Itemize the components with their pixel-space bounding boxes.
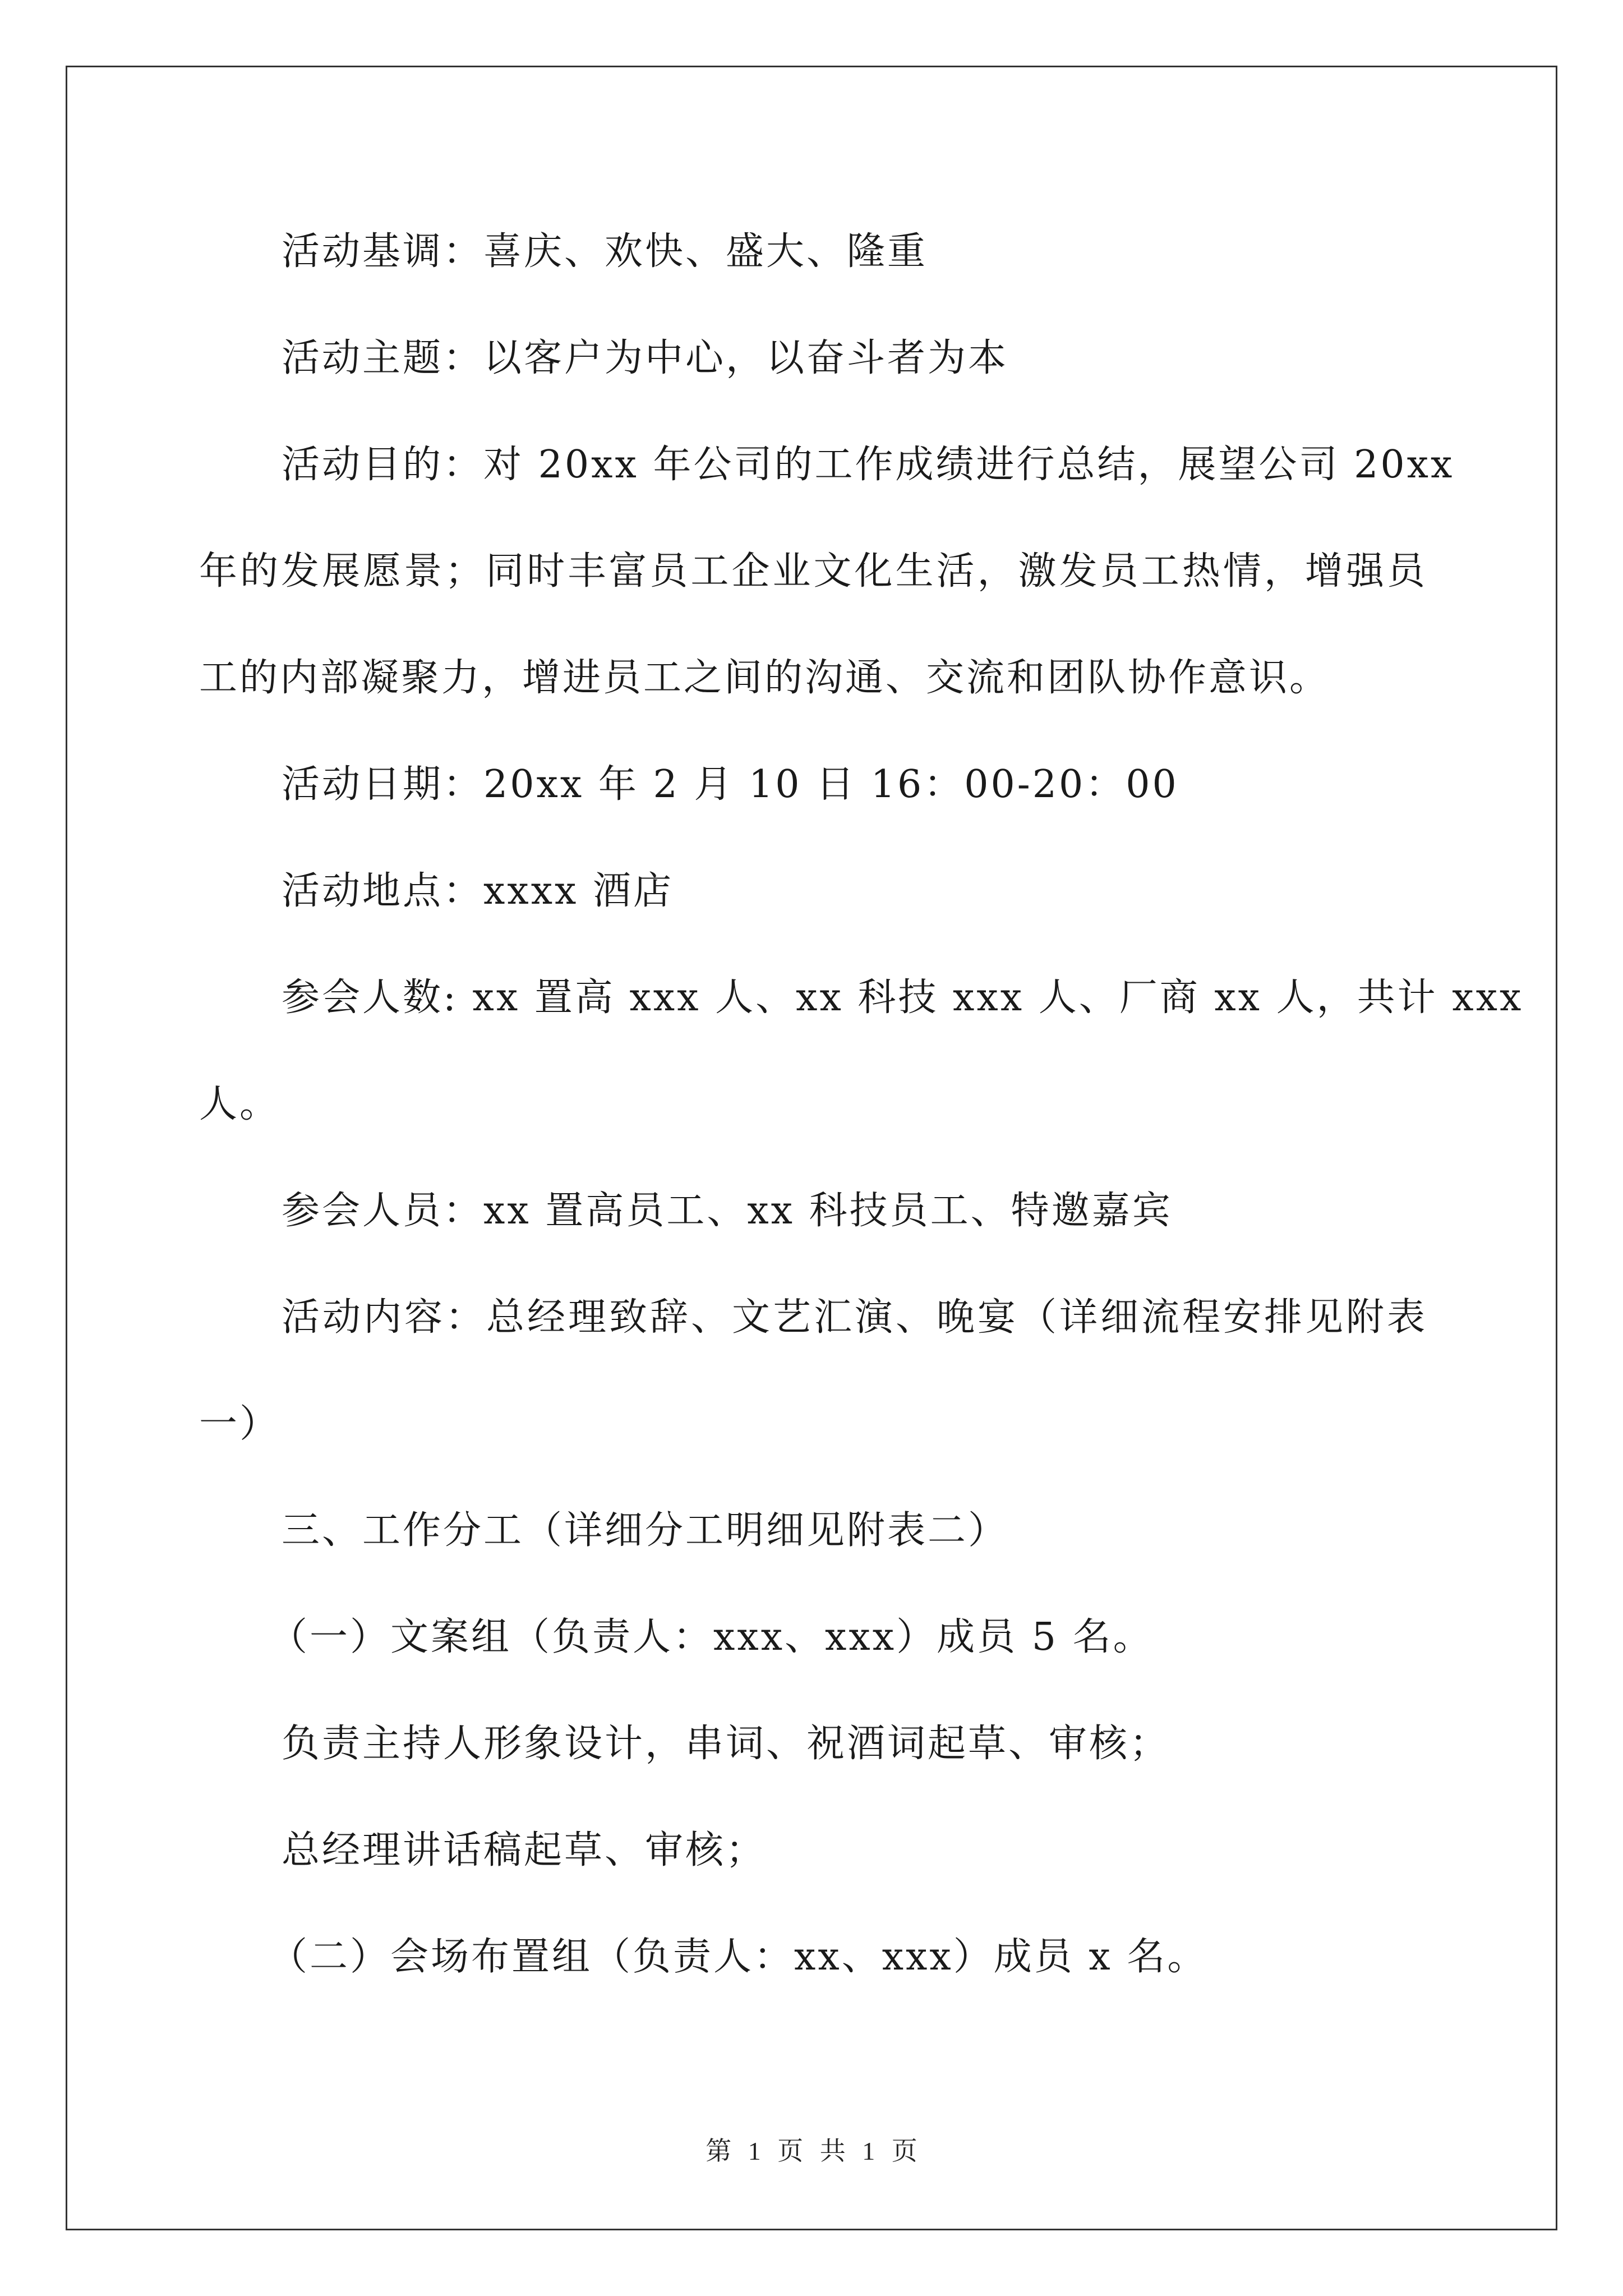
paragraph-activity-tone: 活动基调：喜庆、欢快、盛大、隆重 [282,229,928,274]
paragraph-activity-content-line1: 活动内容：总经理致辞、文艺汇演、晚宴（详细流程安排见附表 [282,1295,1427,1340]
paragraph-attendees: 参会人员：xx 置高员工、xx 科技员工、特邀嘉宾 [282,1189,1173,1233]
paragraph-attendee-count-line2: 人。 [199,1082,280,1126]
paragraph-activity-purpose-line2: 年的发展愿景；同时丰富员工企业文化生活，激发员工热情，增强员 [199,549,1427,593]
paragraph-activity-purpose-line3: 工的内部凝聚力，增进员工之间的沟通、交流和团队协作意识。 [199,656,1330,700]
paragraph-copywriting-duty-1: 负责主持人形象设计，串词、祝酒词起草、审核； [282,1722,1170,1766]
subsection-venue-setup-group: （二）会场布置组（负责人：xx、xxx）成员 x 名。 [269,1935,1208,1979]
page-frame [66,66,1557,2230]
paragraph-activity-content-line2: 一） [199,1402,280,1446]
paragraph-activity-date: 活动日期：20xx 年 2 月 10 日 16：00-20：00 [282,762,1179,807]
paragraph-activity-purpose-line1: 活动目的：对 20xx 年公司的工作成绩进行总结，展望公司 20xx [282,443,1455,487]
paragraph-activity-theme: 活动主题：以客户为中心，以奋斗者为本 [282,336,1009,380]
paragraph-activity-location: 活动地点：xxxx 酒店 [282,869,674,913]
paragraph-copywriting-duty-2: 总经理讲话稿起草、审核； [282,1828,767,1872]
paragraph-attendee-count-line1: 参会人数: xx 置高 xxx 人、xx 科技 xxx 人、厂商 xx 人，共计 xxx [282,976,1524,1020]
subsection-copywriting-group: （一）文案组（负责人：xxx、xxx）成员 5 名。 [269,1615,1154,1659]
page-number-footer: 第 1 页 共 1 页 [706,2137,917,2165]
section-heading-division-of-work: 三、工作分工（详细分工明细见附表二） [282,1508,1009,1553]
